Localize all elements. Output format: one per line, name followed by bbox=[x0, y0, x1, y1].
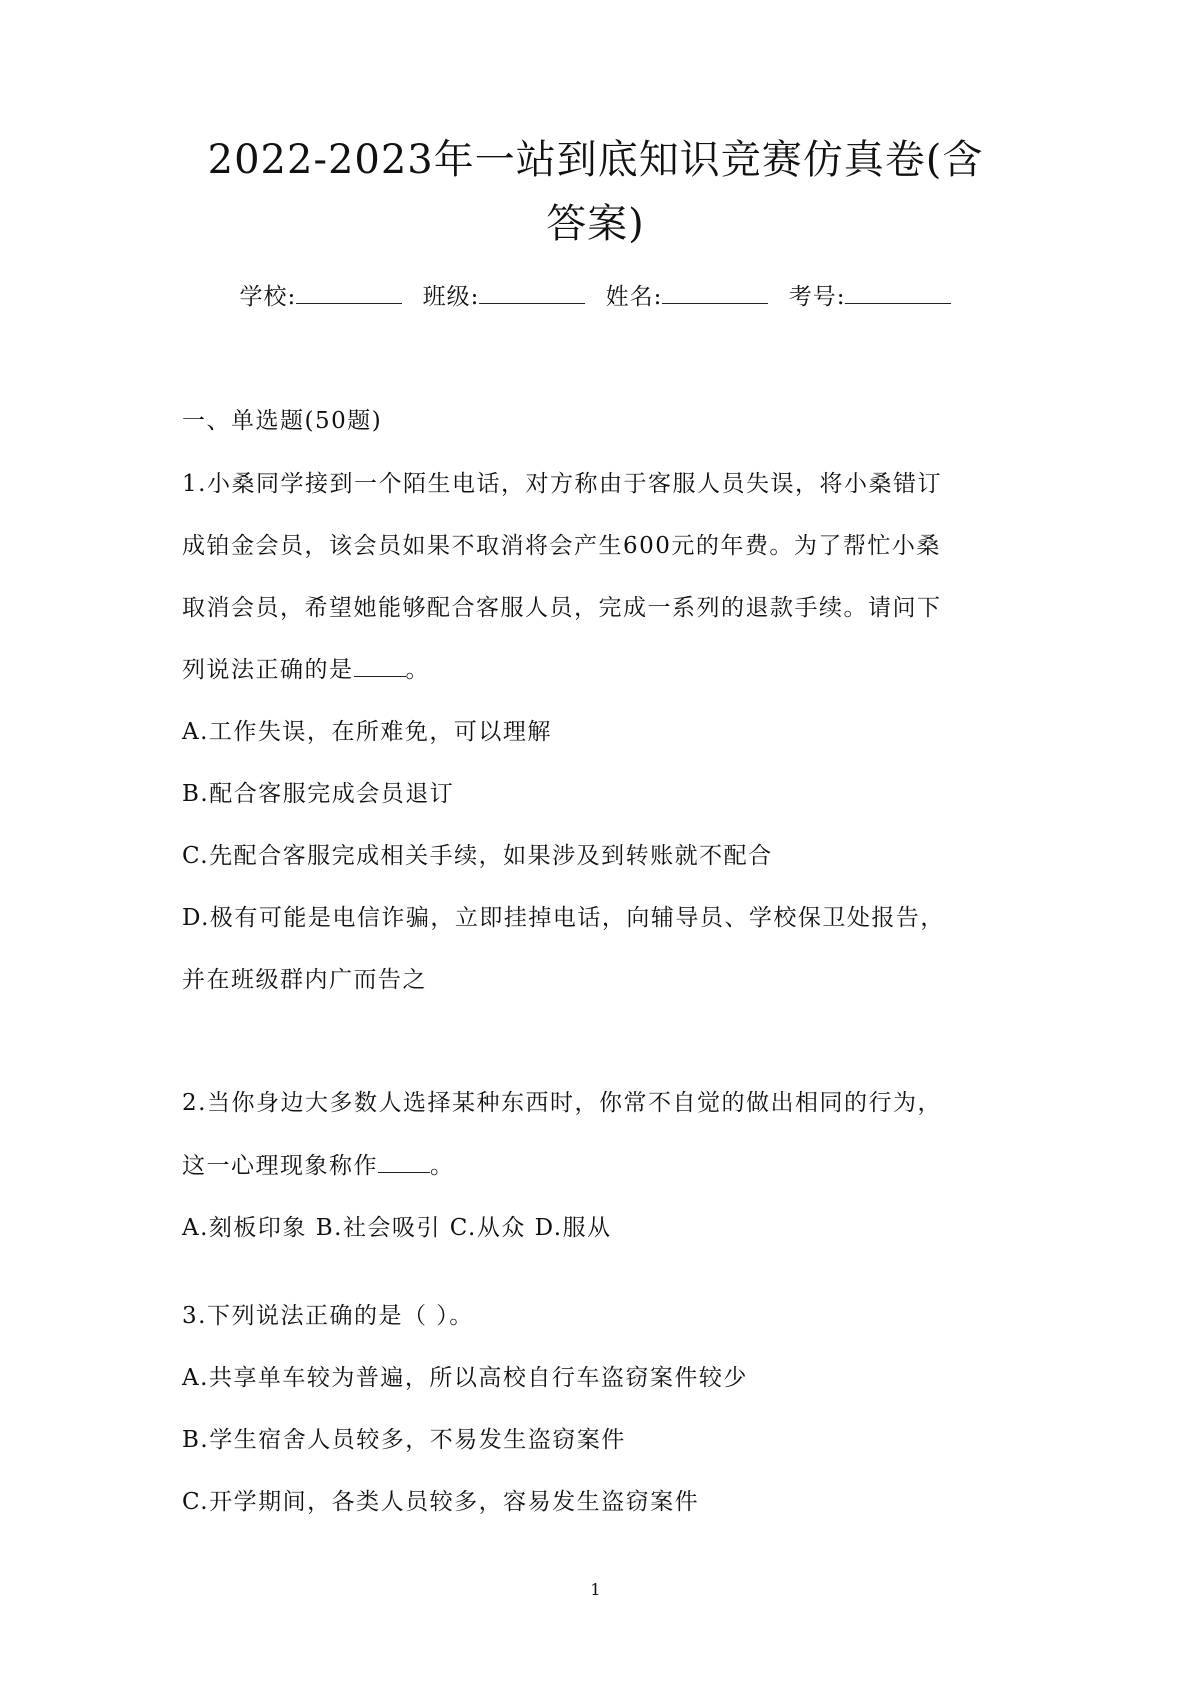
question-1-stem-line-2: 成铂金会员，该会员如果不取消将会产生600元的年费。为了帮忙小桑 bbox=[182, 533, 941, 559]
question-1-stem-line-1: 1.小桑同学接到一个陌生电话，对方称由于客服人员失误，将小桑错订 bbox=[182, 471, 942, 497]
name-field bbox=[606, 284, 769, 310]
school-blank bbox=[296, 283, 402, 304]
class-field bbox=[423, 284, 586, 310]
school-label: 学校: bbox=[239, 284, 297, 310]
question-2-stem-text: 这一心理现象称作 bbox=[182, 1153, 378, 1179]
student-info-row bbox=[0, 278, 1191, 311]
question-1-stem-end: 。 bbox=[405, 657, 430, 683]
question-2-options: A.刻板印象 B.社会吸引 C.从众 D.服从 bbox=[182, 1215, 612, 1241]
question-3-stem: 3.下列说法正确的是（ ）。 bbox=[182, 1303, 474, 1329]
question-1-stem-line-3: 取消会员，希望她能够配合客服人员，完成一系列的退款手续。请问下 bbox=[182, 595, 942, 621]
question-3-option-c: C.开学期间，各类人员较多，容易发生盗窃案件 bbox=[182, 1489, 700, 1515]
exam-number-field bbox=[789, 284, 952, 310]
question-1-stem-line-4 bbox=[182, 654, 430, 686]
question-2-stem-line-1: 2.当你身边大多数人选择某种东西时，你常不自觉的做出相同的行为， bbox=[182, 1090, 942, 1116]
question-1-option-d: D.极有可能是电信诈骗，立即挂掉电话，向辅导员、学校保卫处报告， bbox=[182, 905, 945, 931]
exam-number-blank bbox=[845, 283, 951, 304]
school-field bbox=[240, 284, 403, 310]
exam-number-label: 考号: bbox=[788, 284, 846, 310]
question-2-stem-end: 。 bbox=[430, 1153, 455, 1179]
question-2-stem-line-2 bbox=[182, 1150, 455, 1182]
question-1-option-b: B.配合客服完成会员退订 bbox=[182, 781, 455, 807]
class-label: 班级: bbox=[422, 284, 480, 310]
section-heading: 一、单选题(50题) bbox=[182, 408, 383, 434]
question-3-option-a: A.共享单车较为普遍，所以高校自行车盗窃案件较少 bbox=[182, 1365, 748, 1391]
question-3-option-b: B.学生宿舍人员较多，不易发生盗窃案件 bbox=[182, 1427, 626, 1453]
name-blank bbox=[662, 283, 768, 304]
class-blank bbox=[479, 283, 585, 304]
question-1-option-a: A.工作失误，在所难免，可以理解 bbox=[182, 719, 552, 745]
name-label: 姓名: bbox=[605, 284, 663, 310]
question-2-answer-blank bbox=[378, 1154, 430, 1173]
document-title-line-2: 答案) bbox=[546, 201, 645, 247]
question-1-stem-text: 列说法正确的是 bbox=[182, 657, 354, 683]
question-1-answer-blank bbox=[354, 658, 406, 677]
page-number: 1 bbox=[590, 1580, 601, 1599]
question-1-option-d-continued: 并在班级群内广而告之 bbox=[182, 967, 427, 993]
document-title-line-1: 2022-2023年一站到底知识竞赛仿真卷(含 bbox=[207, 137, 984, 183]
question-1-option-c: C.先配合客服完成相关手续，如果涉及到转账就不配合 bbox=[182, 843, 773, 869]
